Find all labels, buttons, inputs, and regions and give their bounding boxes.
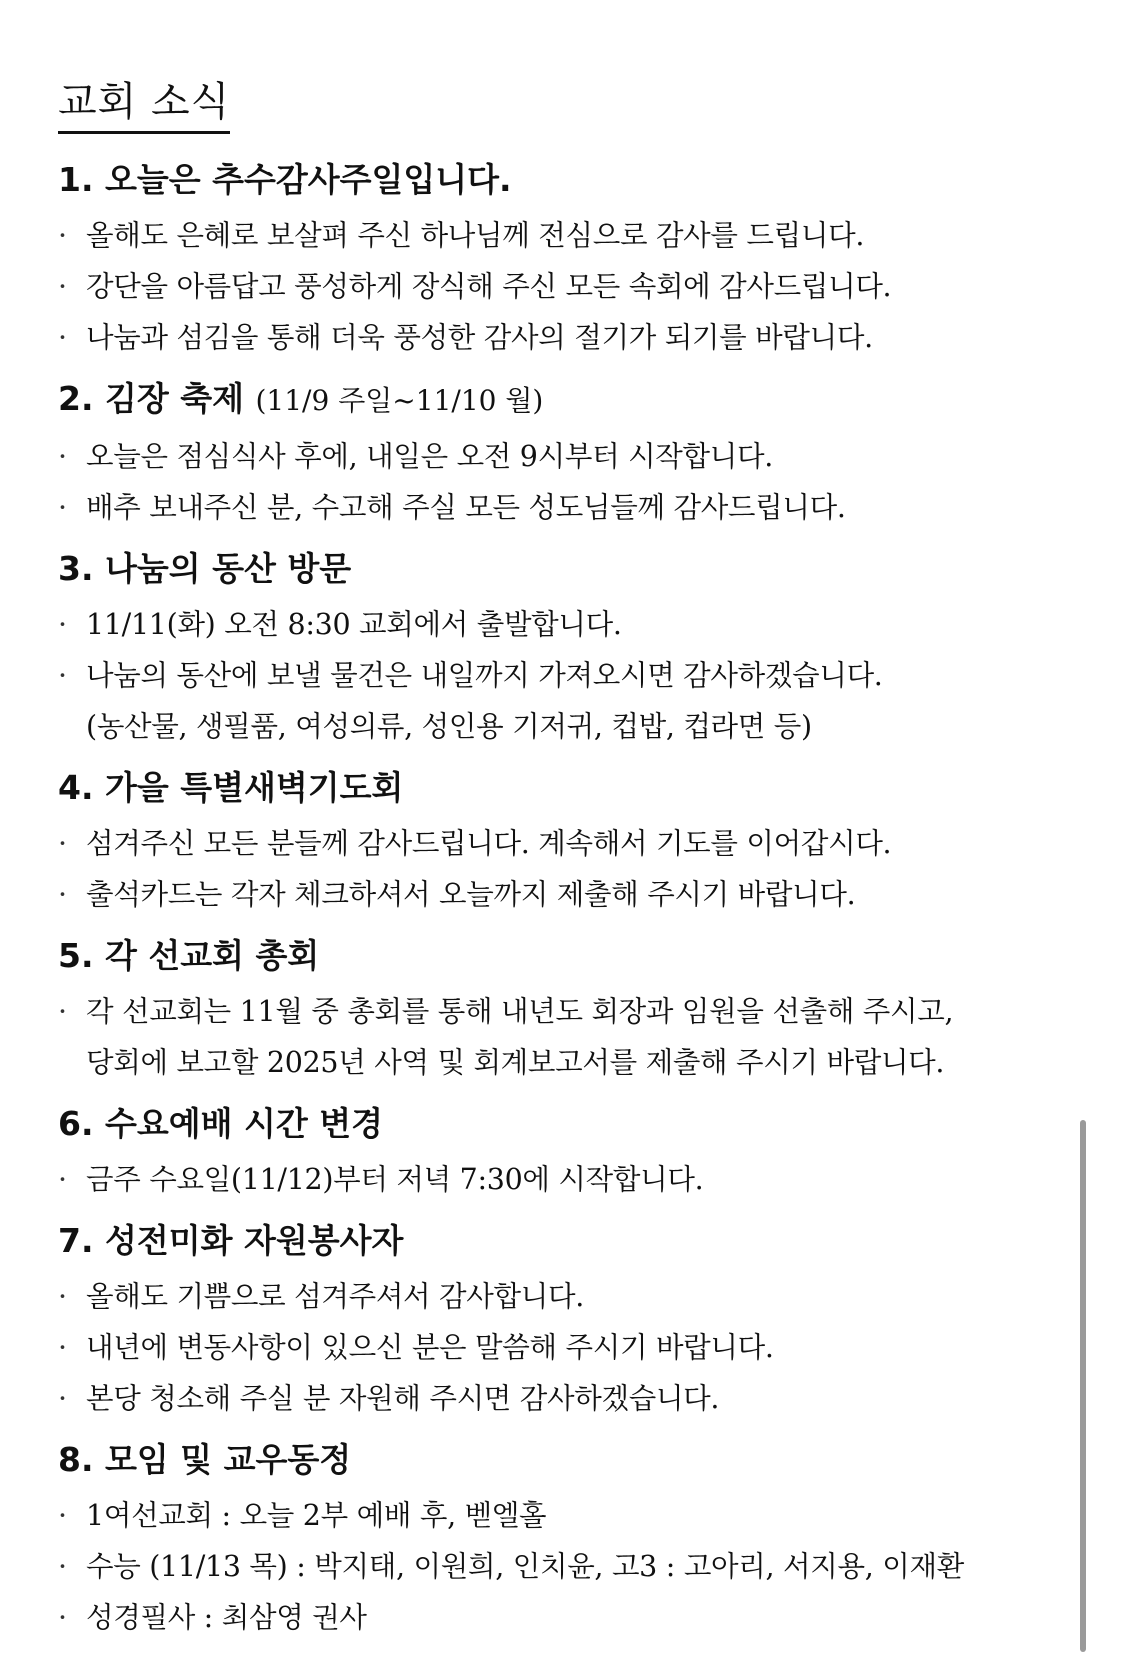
section-6 bbox=[58, 1100, 1078, 1205]
bullet-dot-icon: · bbox=[58, 659, 67, 692]
section-heading-text: 2. 김장 축제 bbox=[58, 379, 244, 418]
section-heading-text: 4. 가을 특별새벽기도회 bbox=[58, 768, 404, 807]
bullet-dot-icon: · bbox=[58, 321, 67, 354]
section-heading-text: 7. 성전미화 자원봉사자 bbox=[58, 1221, 404, 1260]
list-item bbox=[58, 482, 1078, 533]
section-3 bbox=[58, 545, 1078, 752]
list-item bbox=[58, 1592, 1078, 1643]
section-4 bbox=[58, 764, 1078, 920]
list-item-text: 나눔과 섬김을 통해 더욱 풍성한 감사의 절기가 되기를 바랍니다. bbox=[86, 321, 873, 354]
bullet-dot-icon: · bbox=[58, 1382, 67, 1415]
list-item-text: 출석카드는 각자 체크하셔서 오늘까지 제출해 주시기 바랍니다. bbox=[86, 878, 856, 911]
section-1 bbox=[58, 156, 1078, 363]
list-item bbox=[58, 986, 1078, 1037]
list-item-text: 올해도 은혜로 보살펴 주신 하나님께 전심으로 감사를 드립니다. bbox=[86, 219, 865, 252]
list-item bbox=[58, 1490, 1078, 1541]
list-item-text: 섬겨주신 모든 분들께 감사드립니다. 계속해서 기도를 이어갑시다. bbox=[86, 827, 892, 860]
list-item-text: 각 선교회는 11월 중 총회를 통해 내년도 회장과 임원을 선출해 주시고, bbox=[86, 995, 954, 1028]
page-title: 교회 소식 bbox=[58, 70, 230, 134]
list-item bbox=[58, 431, 1078, 482]
bullet-dot-icon: · bbox=[58, 1499, 67, 1532]
list-item bbox=[58, 869, 1078, 920]
list-item-continuation: 당회에 보고할 2025년 사역 및 회계보고서를 제출해 주시기 바랍니다. bbox=[86, 1046, 945, 1079]
list-item-continuation: (농산물, 생필품, 여성의류, 성인용 기저귀, 컵밥, 컵라면 등) bbox=[86, 710, 812, 743]
bullet-dot-icon: · bbox=[58, 878, 67, 911]
section-heading-text: 1. 오늘은 추수감사주일입니다. bbox=[58, 160, 512, 199]
list-item bbox=[58, 261, 1078, 312]
list-item bbox=[58, 1322, 1078, 1373]
section-heading bbox=[58, 1100, 1078, 1148]
bullet-dot-icon: · bbox=[58, 1550, 67, 1583]
section-2 bbox=[58, 375, 1078, 533]
list-item-text: 오늘은 점심식사 후에, 내일은 오전 9시부터 시작합니다. bbox=[86, 440, 773, 473]
list-item bbox=[58, 312, 1078, 363]
bullet-dot-icon: · bbox=[58, 827, 67, 860]
section-8 bbox=[58, 1436, 1078, 1643]
list-item bbox=[58, 1154, 1078, 1205]
list-item-text: 성경필사 : 최삼영 권사 bbox=[86, 1601, 367, 1634]
section-heading-text: 8. 모임 및 교우동정 bbox=[58, 1440, 352, 1479]
bullet-dot-icon: · bbox=[58, 491, 67, 524]
list-item-text: 강단을 아름답고 풍성하게 장식해 주신 모든 속회에 감사드립니다. bbox=[86, 270, 892, 303]
vertical-scrollbar[interactable] bbox=[1080, 1120, 1086, 1652]
section-5 bbox=[58, 932, 1078, 1088]
bullet-dot-icon: · bbox=[58, 1331, 67, 1364]
section-heading bbox=[58, 1436, 1078, 1484]
section-heading bbox=[58, 1217, 1078, 1265]
section-7 bbox=[58, 1217, 1078, 1424]
bullet-dot-icon: · bbox=[58, 608, 67, 641]
bullet-dot-icon: · bbox=[58, 270, 67, 303]
section-heading bbox=[58, 375, 1078, 425]
section-heading bbox=[58, 156, 1078, 204]
list-item-text: 내년에 변동사항이 있으신 분은 말씀해 주시기 바랍니다. bbox=[86, 1331, 774, 1364]
list-item bbox=[58, 818, 1078, 869]
section-heading bbox=[58, 764, 1078, 812]
list-item-text: 금주 수요일(11/12)부터 저녁 7:30에 시작합니다. bbox=[86, 1163, 704, 1196]
list-item-text: 올해도 기쁨으로 섬겨주셔서 감사합니다. bbox=[86, 1280, 584, 1313]
section-heading bbox=[58, 545, 1078, 593]
bullet-dot-icon: · bbox=[58, 1601, 67, 1634]
bullet-dot-icon: · bbox=[58, 219, 67, 252]
list-item bbox=[58, 599, 1078, 650]
bullet-dot-icon: · bbox=[58, 1163, 67, 1196]
list-item bbox=[58, 1373, 1078, 1424]
announcement-page bbox=[58, 70, 1078, 1655]
sections-container bbox=[58, 156, 1078, 1643]
bullet-dot-icon: · bbox=[58, 1280, 67, 1313]
list-item bbox=[58, 1541, 1078, 1592]
list-item bbox=[58, 1271, 1078, 1322]
list-item-text: 수능 (11/13 목) : 박지태, 이원희, 인치윤, 고3 : 고아리, 서지용, 이재환 bbox=[86, 1550, 964, 1583]
list-item-text: 나눔의 동산에 보낼 물건은 내일까지 가져오시면 감사하겠습니다. bbox=[86, 659, 883, 692]
list-item bbox=[58, 650, 1078, 701]
list-item-text: 11/11(화) 오전 8:30 교회에서 출발합니다. bbox=[86, 608, 622, 641]
section-heading-text: 3. 나눔의 동산 방문 bbox=[58, 549, 352, 588]
list-item-text: 배추 보내주신 분, 수고해 주실 모든 성도님들께 감사드립니다. bbox=[86, 491, 846, 524]
bullet-dot-icon: · bbox=[58, 995, 67, 1028]
bullet-dot-icon: · bbox=[58, 440, 67, 473]
list-item bbox=[58, 210, 1078, 261]
section-heading-text: 5. 각 선교회 총회 bbox=[58, 936, 320, 975]
section-heading-text: 6. 수요예배 시간 변경 bbox=[58, 1104, 383, 1143]
list-item-text: 1여선교회 : 오늘 2부 예배 후, 벧엘홀 bbox=[86, 1499, 547, 1532]
section-heading bbox=[58, 932, 1078, 980]
section-date-note: (11/9 주일~11/10 월) bbox=[255, 384, 544, 417]
list-item-text: 본당 청소해 주실 분 자원해 주시면 감사하겠습니다. bbox=[86, 1382, 720, 1415]
